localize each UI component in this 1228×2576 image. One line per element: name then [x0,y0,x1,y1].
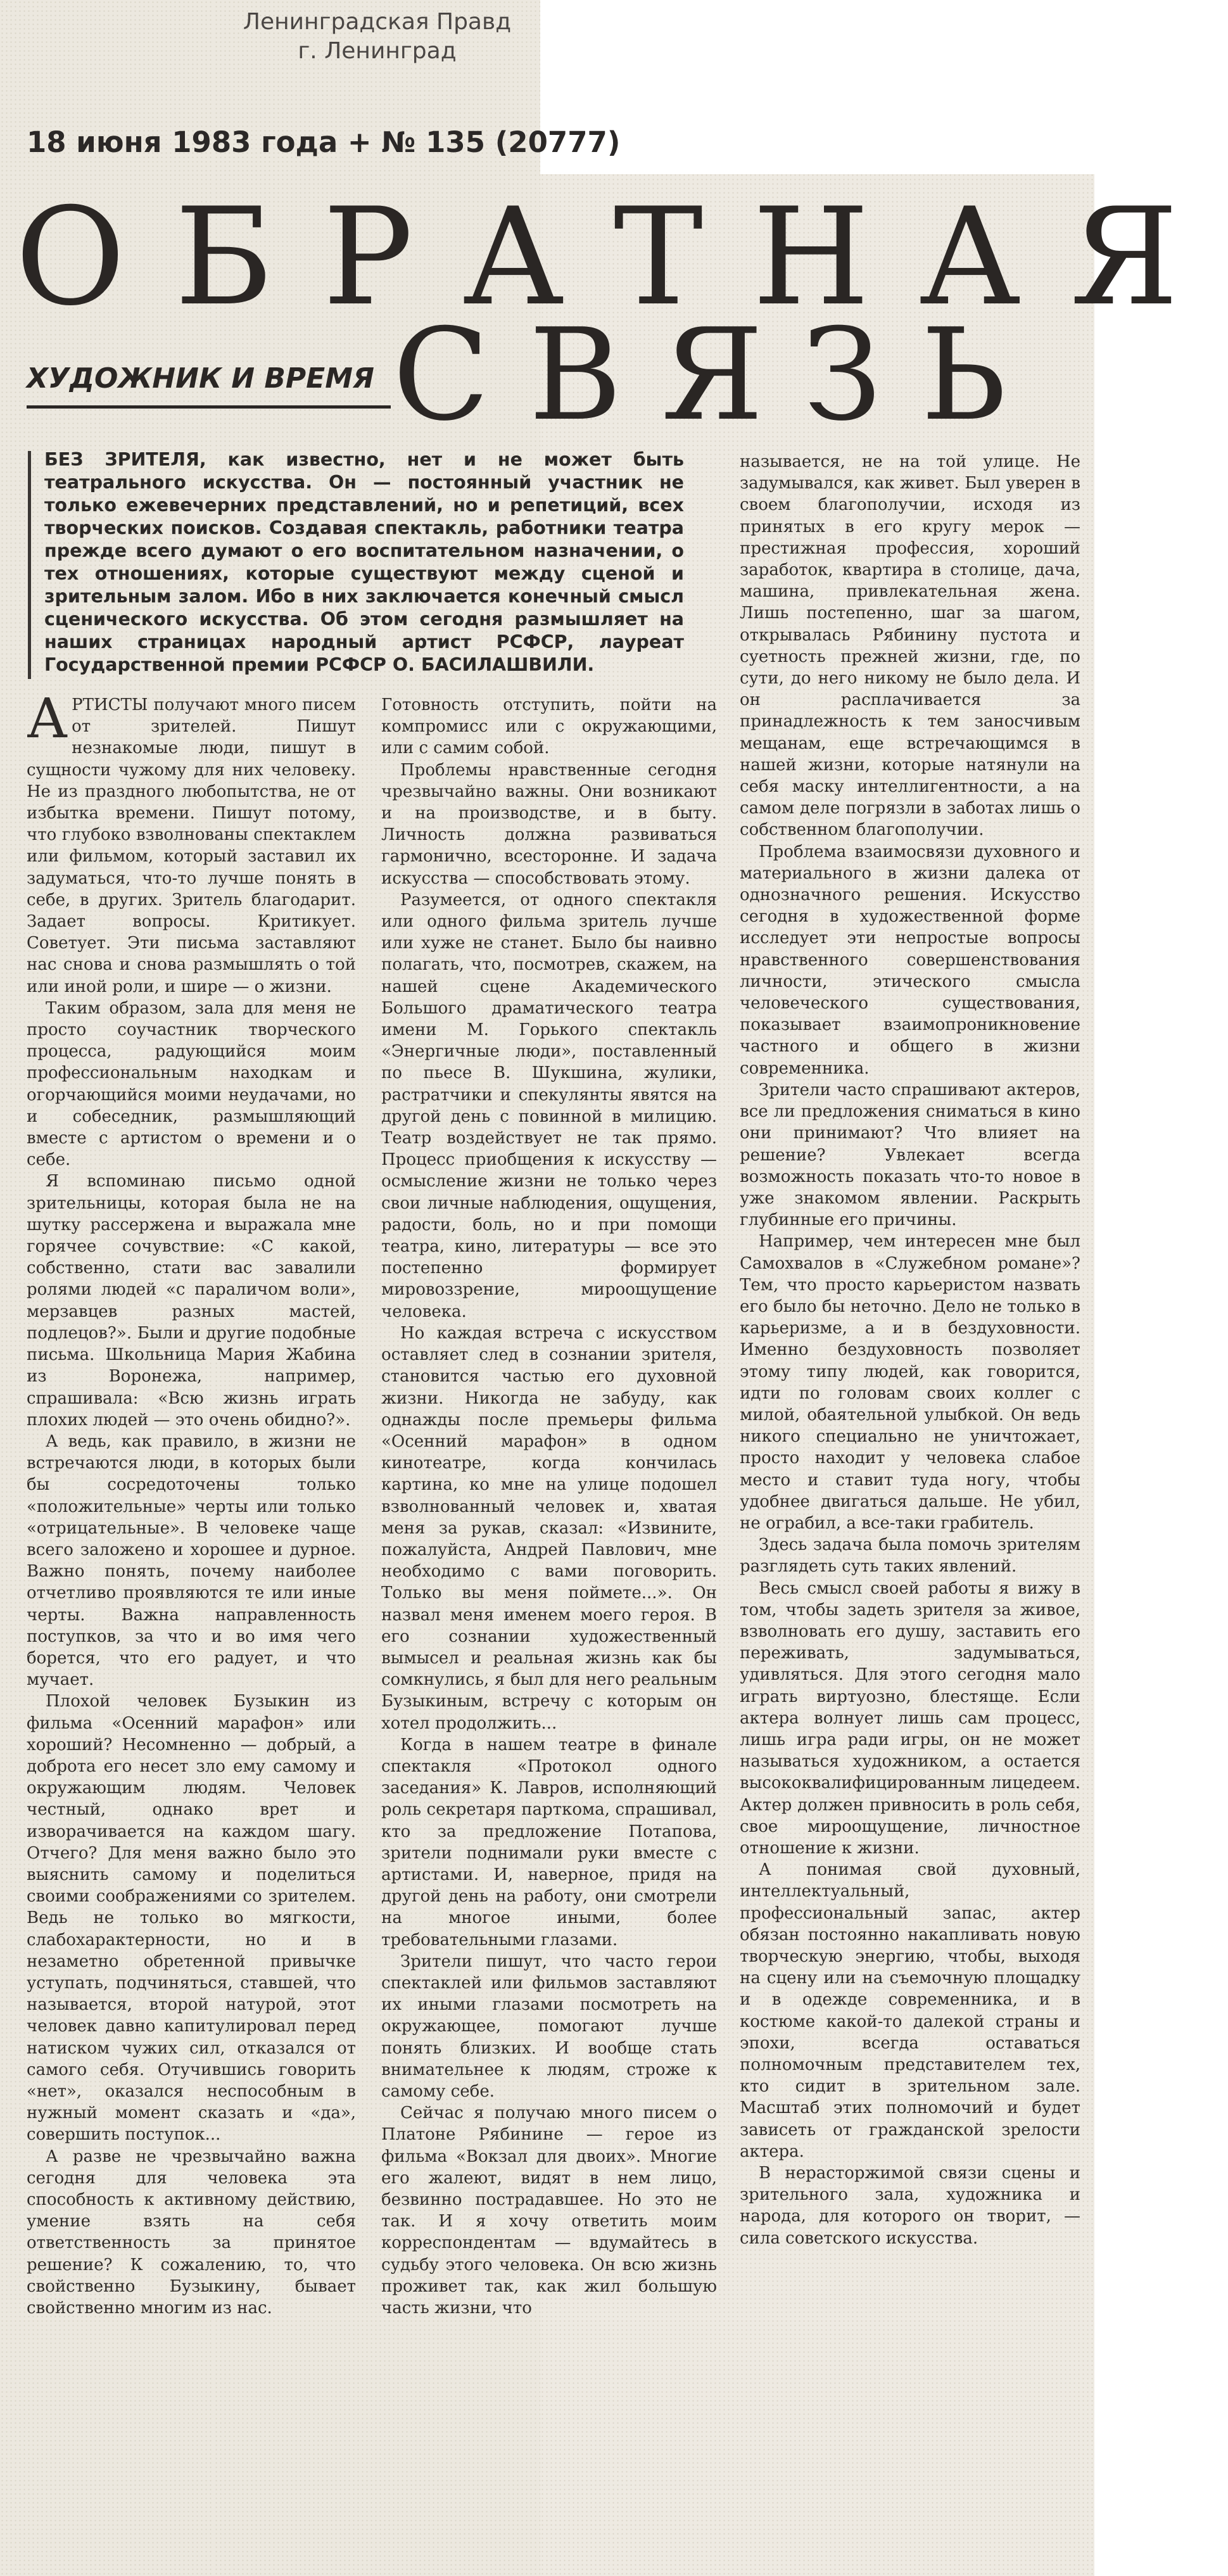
drop-cap: А [27,687,68,751]
column-3-paragraph-4: Например, чем интересен мне был Самохвалов в «Служебном романе»? Тем, что просто карьеристом назвать его было бы неточно. Дело не только в карьеризме, а и в бездуховности. Именно бездуховность позволяет этому типу людей, как говорится, идти по головам своих коллег с милой, обаятельной улыбкой. Он ведь никого специально не уничтожает, просто находит у человека слабое место и ставит туда ногу, чтобы удобнее двигаться дальше. Не убил, не ограбил, а все-таки грабитель. [740,1232,1080,1533]
article-column-3 [740,451,1080,2249]
rubric-underline [27,405,391,409]
library-stamp [214,8,540,66]
column-3-paragraph-8: В нерасторжимой связи сцены и зрительного зала, художника и народа, для которого он творит, — сила советского искусства. [740,2164,1080,2248]
stamp-city: г. Ленинград [298,38,457,64]
headline-line-1: ОБРАТНАЯ [15,179,1228,335]
column-3-paragraph-6: Весь смысл своей работы я вижу в том, чтобы задеть зрителя за живое, взволновать его душу, заставить его переживать, задумываться, удивляться. Для этого сегодня мало играть виртуозно, блестяще. Если актера волнует лишь сам процесс, лишь игра ради игры, он не может называться художником, а остается высококвалифицированным лицедеем. Актер должен привносить в роль себя, свое мироощущение, личностное отношение к жизни. [740,1578,1080,1858]
column-2-paragraph-6: Зрители пишут, что часто герои спектаклей или фильмов заставляют их иными глазами посмотреть на окружающее, помогают лучше понять близких. И вообще стать внимательнее к людям, строже к самому себе. [381,1951,717,2101]
column-1-paragraph-3: Я вспоминаю письмо одной зрительницы, которая была не на шутку рассержена и выражала мне горячее сочувствие: «С какой, собственно, стати вас завалили ролями людей «с параличом воли», мерзавцев разных мастей, подлецов?». Были и другие подобные письма. Школьница Мария Жабина из Воронежа, например, спрашивала: «Всю жизнь играть плохих людей — это очень обидно?». [27,1172,356,1430]
column-2-paragraph-2: Проблемы нравственные сегодня чрезвычайно важны. Они возникают и на производстве, и в быту. Личность должна развиваться гармонично, всесторонне. И задача искусства — способствовать этому. [381,760,717,888]
column-3-paragraph-7: А понимая свой духовный, интеллектуальный, профессиональный запас, актер обязан постоянно накапливать новую творческую энергию, чтобы, выходя на сцену или на съемочную площадку и в одежде современника, и в костюме какой-то далекой страны и эпохи, всегда оставаться полномочным представителем тех, кто сидит в зрительном зале. Масштаб этих полномочий и будет зависеть от гражданской зрелости актера. [740,1860,1080,2161]
column-2-paragraph-4: Но каждая встреча с искусством оставляет след в сознании зрителя, становится частью его духовной жизни. Никогда не забуду, как однажды после премьеры фильма «Осенний марафон» в одном кинотеатре, когда кончилась картина, ко мне на улице подошел взволнованный человек и, хватая меня за рукав, сказал: «Извините, пожалуйста, Андрей Павлович, мне необходимо с вами поговорить. Только вы меня поймете...». Он назвал меня именем моего героя. В его сознании художественный вымысел и реальная жизнь как бы сомкнулись, я был для него реальным Бузыкиным, встречу с которым он хотел продолжить... [381,1323,717,1733]
column-1-paragraph-4: А ведь, как правило, в жизни не встречаются люди, в которых были бы сосредоточены только «положительные» черты или только «отрицательные». В человеке чаще всего заложено и хорошее и дурное. Важно понять, почему наиболее отчетливо проявляются те или иные черты. Важна направленность поступков, за что и во имя чего борется, что его радует, и что мучает. [27,1431,356,1690]
issue-dateline: 18 июня 1983 года + № 135 (20777) [27,125,621,159]
column-3-paragraph-3: Зрители часто спрашивают актеров, все ли предложения сниматься в кино они принимают? Что влияет на решение? Увлекает всегда возможность показать что-то новое в уже знакомом явлении. Раскрыть глубинные его причины. [740,1080,1080,1230]
lead-paragraph: БЕЗ ЗРИТЕЛЯ, как известно, нет и не может быть театрального искусства. Он — постоянный участник не только ежевечерних представлений, но и репетиций, всех творческих поисков. Создавая спектакль, работники театра прежде всего думают о его воспитательном назначении, о тех отношениях, которые существуют между сценой и зрительным залом. Ибо в них заключается конечный смысл сценического искусства. Об этом сегодня размышляет на наших страницах народный артист РСФСР, лауреат Государственной премии РСФСР О. БАСИЛАШВИЛИ. [44,449,684,675]
column-1-paragraph-1 [27,687,356,998]
column-1-paragraph-6: А разве не чрезвычайно важна сегодня для человека эта способность к активному действию, умение взять на себя ответственность за принятое решение? К сожалению, то, что свойственно Бузыкину, бывает свойственно многим из нас. [27,2147,356,2318]
column-3-paragraph-2: Проблема взаимосвязи духовного и материального в жизни далека от однозначного решения. Искусство сегодня в художественной форме исследует эти непростые вопросы нравственного совершенствования личности, этического смысла человеческого существования, показывает взаимопроникновение частного и общего в жизни современника. [740,842,1080,1078]
lead-side-rule [28,451,31,679]
column-3-paragraph-5: Здесь задача была помочь зрителям разглядеть суть таких явлений. [740,1535,1080,1577]
column-2-paragraph-1: Готовность отступить, пойти на компромисс или с окружающими, или с самим собой. [381,695,717,758]
column-1-paragraph-1-text: РТИСТЫ получают много писем от зрителей. Пишут незнакомые люди, пишут в сущности чужому для них человеку. Не из праздного любопытства, не от избытка времени. Пишут потому, что глубоко взволнованы спектаклем или фильмом, который заставил их задуматься, что-то лучше понять в себе, в других. Зритель благодарит. Задает вопросы. Критикует. Советует. Эти письма заставляют нас снова и снова размышлять о той или иной роли, и шире — о жизни. [27,695,356,996]
column-2-paragraph-5: Когда в нашем театре в финале спектакля «Протокол одного заседания» К. Лавров, исполняющий роль секретаря парткома, спрашивал, кто за предложение Потапова, зрители поднимали руки вместе с артистами. И, наверное, придя на другой день на работу, они смотрели на многое иными, более требовательными глазами. [381,1735,717,1950]
column-2-paragraph-7: Сейчас я получаю много писем о Платоне Рябинине — герое из фильма «Вокзал для двоих». Многие его жалеют, видят в нем лицо, безвинно пострадавшее. Но это не так. И я хочу ответить моим корреспондентам — вдумайтесь в судьбу этого человека. Он всю жизнь проживет так, как жил большую часть жизни, что [381,2103,717,2318]
section-rubric: ХУДОЖНИК И ВРЕМЯ [27,362,374,395]
column-3-paragraph-1: называется, не на той улице. Не задумывался, как живет. Был уверен в своем благополучии, исходя из принятых в его кругу мерок — престижная профессия, хороший заработок, квартира в столице, дача, машина, привлекательная жена. Лишь постепенно, шаг за шагом, открывалась Рябинину пустота и суетность прежней жизни, где, по сути, до него никому не было дела. И он расплачивается за принадлежность к тем заносчивым мещанам, еще встречающимся в нашей жизни, которые натянули на себя маску интеллигентности, а на самом деле погрязли в заботах лишь о собственном благополучии. [740,452,1080,840]
headline-line-2: СВЯЗЬ [393,301,1046,449]
article-column-2 [381,694,717,2319]
article-column-1 [27,687,356,2319]
column-2-paragraph-3: Разумеется, от одного спектакля или одного фильма зритель лучше или хуже не станет. Было бы наивно полагать, что, посмотрев, скажем, на нашей сцене Академического Большого драматического театра имени М. Горького спектакль «Энергичные люди», поставленный по пьесе В. Шукшина, жулики, растратчики и спекулянты явятся на другой день с повинной в милицию. Театр воздействует не так прямо. Процесс приобщения к искусству — осмысление жизни не только через свои личные наблюдения, ощущения, радости, боль, но и при помощи театра, кино, литературы — все это постепенно формирует мировоззрение, мироощущение человека. [381,890,717,1321]
column-1-paragraph-2: Таким образом, зала для меня не просто соучастник творческого процесса, радующийся моим профессиональным находкам и огорчающийся моими неудачами, но и собеседник, размышляющий вместе с артистом о времени и о себе. [27,998,356,1170]
column-1-paragraph-5: Плохой человек Бузыкин из фильма «Осенний марафон» или хороший? Несомненно — добрый, а доброта его несет зло ему самому и окружающим людям. Человек честный, однако врет и изворачивается на каждом шагу. Отчего? Для меня важно было это выяснить самому и поделиться своими соображениями со зрителем. Ведь не только во мягкости, слабохарактерности, но и в незаметно обретенной привычке уступать, подчиняться, ставшей, что называется, второй натурой, этот человек давно капитулировал перед натиском чужих сил, отказался от самого себя. Отучившись говорить «нет», оказался неспособным в нужный момент сказать и «да», совершить поступок... [27,1692,356,2145]
cut-corner [540,0,1094,174]
stamp-newspaper-name: Ленинградская Правд [243,9,512,35]
